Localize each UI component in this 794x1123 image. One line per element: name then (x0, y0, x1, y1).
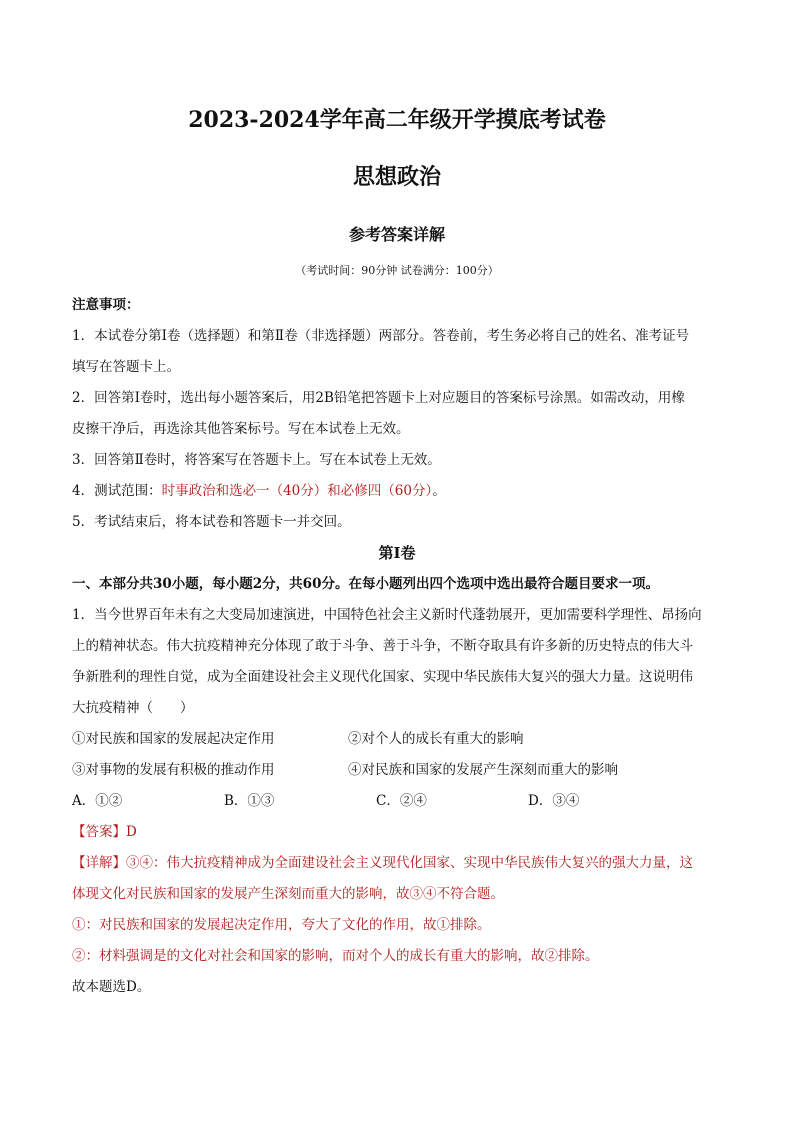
answer-tag: 【答案】 (72, 824, 126, 840)
notice-item-4 (72, 476, 722, 507)
statement-2: ②对个人的成长有重大的影响 (348, 731, 524, 747)
document-body (72, 290, 722, 1003)
detail-text-1: ③④：伟大抗疫精神成为全面建设社会主义现代化国家、实现中华民族伟大复兴的强大力量，这 (126, 855, 693, 871)
answer-value: D (126, 824, 137, 840)
subject-title: 思想政治 (352, 164, 441, 190)
exclude-line-2: ②：材料强调是的文化对社会和国家的影响，而对个人的成长有重大的影响，故②排除。 (72, 948, 599, 964)
choice-c: C．②④ (376, 793, 427, 809)
statement-1: ①对民族和国家的发展起决定作用 (72, 731, 275, 747)
test-scope-highlight: 时事政治和选必一（40分）和必修四（60分） (161, 483, 433, 499)
choice-b: B．①③ (224, 793, 275, 809)
exam-title: 2023-2024学年高二年级开学摸底考试卷 (188, 107, 606, 133)
answer-line (72, 817, 722, 848)
conclusion-line: 故本题选D。 (72, 979, 151, 995)
notice-item-4-prefix: 4．测试范围： (72, 483, 162, 499)
choice-a: A．①② (72, 793, 123, 809)
detail-line-2: 体现文化对民族和国家的发展产生深刻而重大的影响，故③④不符合题。 (72, 886, 504, 902)
notice-heading: 注意事项： (72, 297, 140, 313)
statement-row-1 (72, 724, 722, 755)
question-1-stem-line-2: 上的精神状态。伟大抗疫精神充分体现了敢于斗争、善于斗争，不断夺取具有许多新的历史特点的伟大斗 (72, 638, 693, 654)
notice-item-2-line-1: 2．回答第Ⅰ卷时，选出每小题答案后，用2B铅笔把答题卡上对应题目的答案标号涂黑。如需改动，用橡 (72, 390, 685, 406)
exclude-line-1: ①：对民族和国家的发展起决定作用，夸大了文化的作用，故①排除。 (72, 917, 491, 933)
statement-row-2 (72, 755, 722, 786)
detail-line-1 (72, 848, 722, 879)
notice-item-3: 3．回答第Ⅱ卷时，将答案写在答题卡上。写在本试卷上无效。 (72, 452, 441, 468)
section-instruction: 一、本部分共30小题，每小题2分，共60分。在每小题列出四个选项中选出最符合题目要求一项。 (72, 576, 659, 592)
question-1-stem-line-4: 大抗疫精神（ ） (72, 700, 194, 716)
notice-item-4-suffix: 。 (432, 483, 446, 499)
section-title: 第Ⅰ卷 (378, 544, 416, 562)
choice-row (72, 786, 722, 817)
detail-tag: 【详解】 (72, 855, 126, 871)
question-1-stem-line-3: 争新胜利的理性自觉，成为全面建设社会主义现代化国家、实现中华民族伟大复兴的强大力量。这说明伟 (72, 669, 693, 685)
statement-4: ④对民族和国家的发展产生深刻而重大的影响 (348, 762, 618, 778)
question-1-stem-line-1: 1．当今世界百年未有之大变局加速演进，中国特色社会主义新时代蓬勃展开，更加需要科学理性、昂扬向 (72, 607, 702, 623)
answer-key-title: 参考答案详解 (348, 225, 445, 244)
notice-item-2-line-2: 皮擦干净后，再选涂其他答案标号。写在本试卷上无效。 (72, 421, 410, 437)
exam-info: （考试时间：90分钟 试卷满分：100分） (295, 264, 499, 277)
notice-item-1-line-2: 填写在答题卡上。 (72, 359, 180, 375)
choice-d: D．③④ (528, 793, 580, 809)
notice-item-1-line-1: 1．本试卷分第Ⅰ卷（选择题）和第Ⅱ卷（非选择题）两部分。答卷前，考生务必将自己的姓名、准考证号 (72, 328, 690, 344)
notice-item-5: 5．考试结束后，将本试卷和答题卡一并交回。 (72, 514, 351, 530)
statement-3: ③对事物的发展有积极的推动作用 (72, 762, 275, 778)
